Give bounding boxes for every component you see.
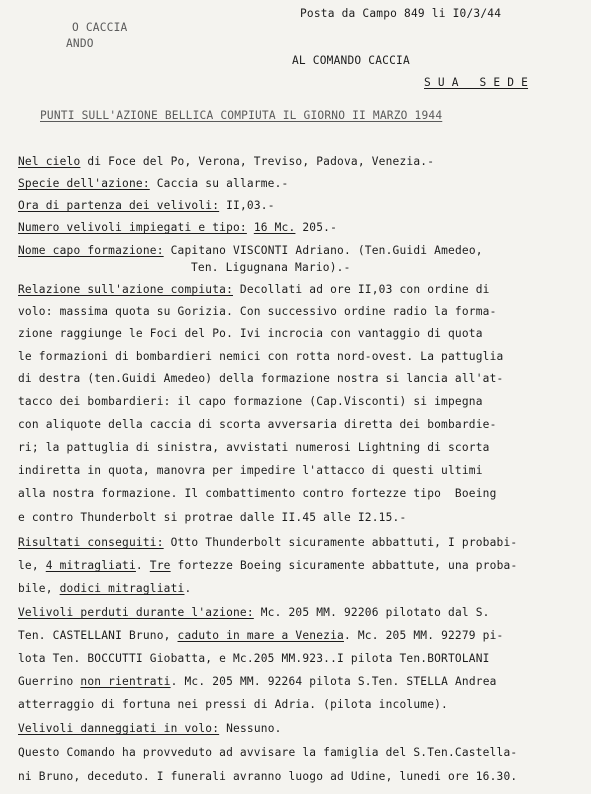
text-segment: . Mc. 205 MM. 92264 pilota S.Ten. STELLA Andrea <box>170 675 497 688</box>
danneggiati-label: Velivoli danneggiati in volo: <box>18 722 220 735</box>
field-value: II,03.- <box>219 199 275 212</box>
field-value <box>247 221 254 234</box>
field-value: di Foce del Po, Verona, Treviso, Padova, Venezia.- <box>80 155 435 168</box>
field-capo-formazione <box>18 244 483 258</box>
danneggiati-line <box>18 722 282 736</box>
field-capo-formazione-cont: Ten. Ligugnana Mario).- <box>191 261 351 274</box>
underlined-segment: dodici mitragliati <box>59 582 185 595</box>
field-nel-cielo <box>18 155 434 169</box>
sua-sede: S U A S E D E <box>424 76 529 89</box>
underlined-segment: non rientrati <box>80 675 171 688</box>
field-label: Ora di partenza dei velivoli: <box>18 199 220 212</box>
text-segment: Ten. CASTELLANI Bruno, <box>18 629 178 642</box>
text-segment: . Mc. 205 MM. 92279 pi- <box>343 629 504 642</box>
text-segment: fortezze Boeing sicuramente abbattute, una proba- <box>170 559 518 572</box>
perduti-line-3: lota Ten. BOCCUTTI Giobatta, e Mc.205 MM.923..I pilota Ten.BORTOLANI <box>18 652 490 665</box>
field-value-tail: 205.- <box>295 221 338 234</box>
field-value: Caccia su allarme.- <box>149 177 289 190</box>
perduti-label: Velivoli perduti durante l'azione: <box>18 606 254 619</box>
sender-line-2: ANDO <box>66 37 94 50</box>
perduti-line-5: atterraggio di fortuna nei pressi di Adria. (pilota incolume). <box>18 698 448 711</box>
perduti-first: Mc. 205 MM. 92206 pilotato dal S. <box>253 606 490 619</box>
closing-line: ni Bruno, deceduto. I funerali avranno luogo ad Udine, lunedi ore 16.30. <box>18 770 518 783</box>
relazione-line: con aliquote della caccia di scorta avversaria diretta dei bombardie- <box>18 418 497 431</box>
relazione-first: Decollati ad ore II,03 con ordine di <box>233 283 490 296</box>
perduti-line-2 <box>18 629 503 643</box>
relazione-line: zione raggiunge le Foci del Po. Ivi incrocia con vantaggio di quota <box>18 327 483 340</box>
field-numero-velivoli <box>18 221 337 235</box>
underlined-segment: 4 mitragliati <box>45 559 136 572</box>
place-date: Posta da Campo 849 li I0/3/44 <box>300 7 502 20</box>
risultati-line-3 <box>18 582 191 596</box>
field-value-underlined: 16 Mc. <box>253 221 296 234</box>
field-specie-azione <box>18 177 289 191</box>
field-ora-partenza <box>18 199 275 213</box>
risultati-label: Risultati conseguiti: <box>18 536 164 549</box>
relazione-first-line <box>18 283 490 297</box>
relazione-line: e contro Thunderbolt si protrae dalle II.45 alle I2.15.- <box>18 511 407 524</box>
underlined-segment: Tre <box>149 559 171 572</box>
relazione-line: ri; la pattuglia di sinistra, avvistati numerosi Lightning di scorta <box>18 441 490 454</box>
danneggiati-value: Nessuno. <box>219 722 282 735</box>
text-segment: Guerrino <box>18 675 81 688</box>
relazione-line: indiretta in quota, manovra per impedire l'attacco di questi ultimi <box>18 464 483 477</box>
perduti-first-line <box>18 606 490 620</box>
field-label: Nome capo formazione: <box>18 244 164 257</box>
field-label: Nel cielo <box>18 155 81 168</box>
text-segment: . <box>135 559 150 572</box>
risultati-first-line <box>18 536 517 550</box>
risultati-first: Otto Thunderbolt sicuramente abbattuti, I probabi- <box>163 536 518 549</box>
field-label: Specie dell'azione: <box>18 177 150 190</box>
text-segment: . <box>184 582 192 595</box>
relazione-line: volo: massima quota su Gorizia. Con successivo ordine radio la forma- <box>18 305 497 318</box>
text-segment: le, <box>18 559 46 572</box>
relazione-line: di destra (ten.Guidi Amedeo) della formazione nostra si lancia all'at- <box>18 372 504 385</box>
relazione-line: le formazioni di bombardieri nemici con rotta nord-ovest. La pattuglia <box>18 350 504 363</box>
relazione-label: Relazione sull'azione compiuta: <box>18 283 233 296</box>
perduti-line-4 <box>18 675 497 689</box>
risultati-line-2 <box>18 559 517 573</box>
field-label: Numero velivoli impiegati e tipo: <box>18 221 247 234</box>
relazione-line: tacco dei bombardieri: il capo formazione (Cap.Visconti) si impegna <box>18 395 483 408</box>
text-segment: bile, <box>18 582 60 595</box>
recipient: AL COMANDO CACCIA <box>292 54 410 67</box>
subject-line: PUNTI SULL'AZIONE BELLICA COMPIUTA IL GIORNO II MARZO 1944 <box>40 109 443 122</box>
relazione-line: alla nostra formazione. Il combattimento contro fortezze tipo Boeing <box>18 487 497 500</box>
field-value: Capitano VISCONTI Adriano. (Ten.Guidi Amedeo, <box>163 244 483 257</box>
underlined-segment: caduto in mare a Venezia <box>177 629 344 642</box>
closing-line: Questo Comando ha provveduto ad avvisare la famiglia del S.Ten.Castella- <box>18 746 518 759</box>
sender-line-1: O CACCIA <box>72 21 128 34</box>
